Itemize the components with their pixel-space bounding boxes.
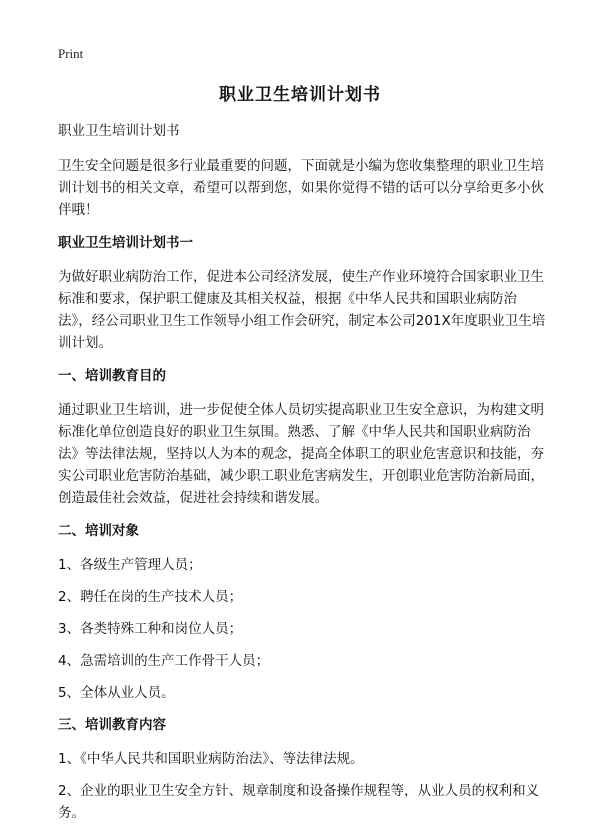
list-item: 1、《中华人民共和国职业病防治法》、等法律法规。 [58,751,364,767]
section-heading-purpose: 一、培训教育目的 [58,368,166,384]
list-item: 3、各类特殊工种和岗位人员； [58,621,243,637]
list-item: 4、急需培训的生产工作骨干人员； [58,653,270,669]
section-heading-main: 职业卫生培训计划书一 [58,235,193,251]
purpose-paragraph: 通过职业卫生培训，进一步促使全体人员切实提高职业卫生安全意识，为构建文明标准化单位创造良好的职业卫生氛围。熟悉、了解《中华人民共和国职业病防治法》等法律法规，坚持以人为本的观念，提高全体职工的职业危害意识和技能，夯实公司职业危害防治基础，减少职工职业危害病发生，开创职业危害防治新局面，创造最佳社会效益，促进社会持续和谐发展。 [58,402,544,506]
list-item: 1、各级生产管理人员； [58,557,202,573]
document-title: 职业卫生培训计划书 [219,85,381,105]
list-item: 2、企业的职业卫生安全方针、规章制度和设备操作规程等，从业人员的权利和义务。 [58,783,540,821]
main-paragraph: 为做好职业病防治工作，促进本公司经济发展，使生产作业环境符合国家职业卫生标准和要求，保护职工健康及其相关权益，根据《中华人民共和国职业病防治法》，经公司职业卫生工作领导小组工作会研究，制定本公司201X年度职业卫生培训计划。 [58,269,546,351]
document-body [58,120,548,834]
print-label[interactable]: Print [58,46,84,61]
intro-paragraph: 卫生安全问题是很多行业最重要的问题，下面就是小编为您收集整理的职业卫生培训计划书的相关文章，希望可以帮到您，如果你觉得不错的话可以分享给更多小伙伴哦！ [58,158,544,218]
list-item: 2、聘任在岗的生产技术人员； [58,589,243,605]
document-subtitle: 职业卫生培训计划书 [58,123,180,139]
section-heading-content: 三、培训教育内容 [58,717,166,733]
section-heading-targets: 二、培训对象 [58,523,139,539]
list-item: 5、全体从业人员。 [58,685,175,701]
